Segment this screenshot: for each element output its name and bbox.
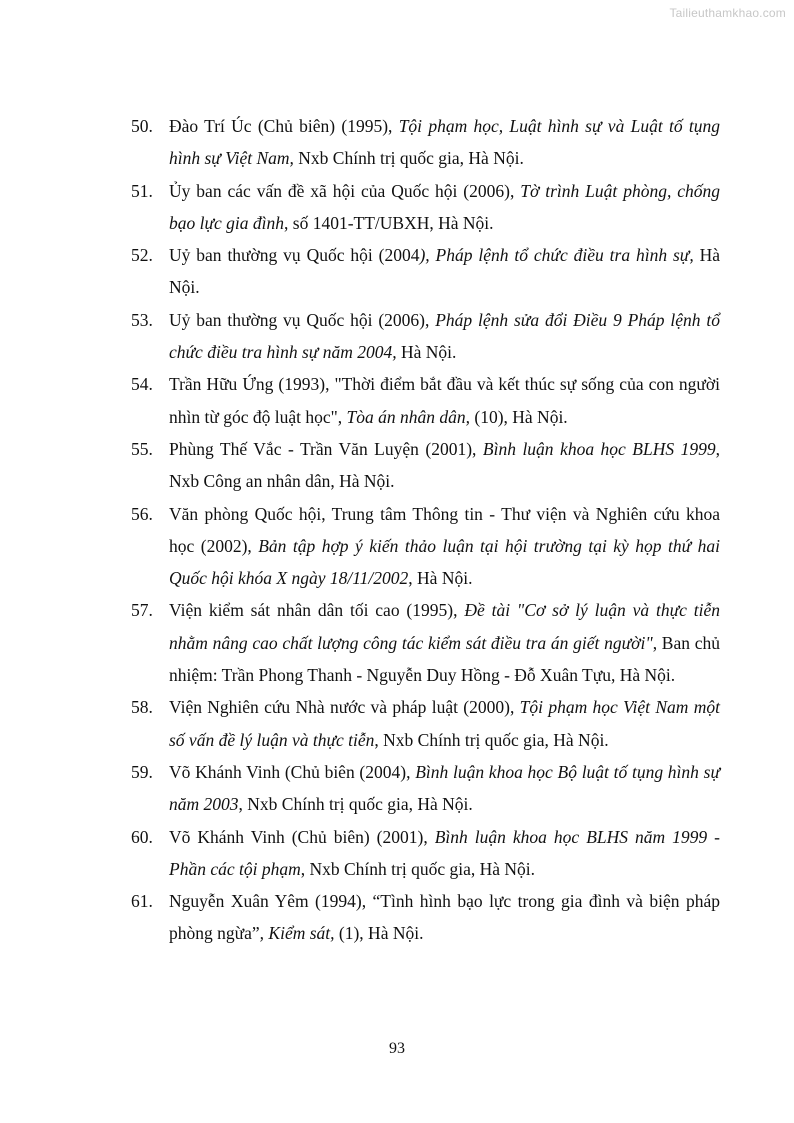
reference-title: Tội phạm học Việt Nam một số vấn đề lý luận và thực tiễn	[169, 697, 720, 750]
reference-text	[169, 891, 720, 943]
reference-item	[131, 756, 720, 821]
watermark: Tailieuthamkhao.com	[669, 6, 786, 20]
reference-text	[169, 245, 720, 297]
reference-number: 51.	[131, 180, 153, 201]
reference-text	[169, 697, 720, 749]
reference-title: Tờ trình Luật phòng, chống bạo lực gia đình	[169, 180, 720, 233]
reference-segment: Nxb Chính trị quốc gia, Hà Nội.	[293, 148, 524, 169]
reference-item	[131, 433, 720, 498]
reference-segment: Ủy ban các vấn đề xã hội của Quốc hội (2006),	[169, 180, 521, 201]
reference-title: ), Pháp lệnh tổ chức điều tra hình sự,	[419, 245, 694, 266]
reference-text	[169, 116, 720, 168]
reference-segment: , Nxb Chính trị quốc gia, Hà Nội.	[300, 858, 535, 879]
reference-segment: , Nxb Chính trị quốc gia, Hà Nội.	[374, 729, 609, 750]
reference-segment: , Ban chủ nhiệm: Trần Phong Thanh - Nguyễn Duy Hồng - Đỗ Xuân Tựu, Hà Nội.	[169, 632, 720, 686]
reference-text	[169, 310, 720, 362]
page-number: 93	[389, 1040, 405, 1057]
reference-segment: Võ Khánh Vinh (Chủ biên (2004),	[169, 761, 416, 782]
reference-number: 52.	[131, 245, 153, 266]
reference-segment: (10), Hà Nội.	[470, 406, 568, 427]
reference-item	[131, 885, 720, 950]
reference-number: 55.	[131, 438, 153, 459]
reference-item	[131, 175, 720, 240]
reference-number: 61.	[131, 891, 153, 912]
reference-segment: (1), Hà Nội.	[334, 923, 424, 944]
reference-title: , Kiểm sát,	[259, 923, 335, 944]
reference-title: Đề tài "Cơ sở lý luận và thực tiễn nhằm nâng cao chất lượng công tác kiểm sát điều tra án giết người"	[169, 600, 720, 653]
reference-title: Bình luận khoa học BLHS 1999	[482, 438, 716, 459]
reference-text	[169, 374, 720, 426]
reference-title: Bình luận khoa học BLHS năm 1999 - Phần các tội phạm	[169, 826, 720, 879]
reference-item	[131, 239, 720, 304]
reference-number: 50.	[131, 116, 153, 136]
reference-number: 59.	[131, 761, 153, 782]
reference-text	[169, 181, 720, 233]
reference-segment: , Hà Nội.	[408, 568, 473, 589]
reference-title: Tội phạm học, Luật hình sự và Luật tố tụng hình sự Việt Nam,	[169, 116, 720, 169]
reference-item	[131, 594, 720, 691]
reference-segment: Uỷ ban thường vụ Quốc hội (2004	[169, 245, 420, 266]
reference-number: 58.	[131, 697, 153, 718]
reference-segment: Phùng Thế Vắc - Trần Văn Luyện (2001),	[169, 438, 483, 459]
reference-segment: Trần Hữu Ứng (1993), "Thời điểm bắt đầu và kết thúc sự sống của con người nhìn từ góc độ luật học",	[169, 374, 720, 427]
reference-number: 57.	[131, 600, 153, 621]
reference-segment: , Nxb Công an nhân dân, Hà Nội.	[169, 438, 720, 492]
reference-segment: Hà Nội.	[169, 245, 721, 298]
reference-number: 56.	[131, 503, 153, 524]
reference-segment: , số 1401-TT/UBXH, Hà Nội.	[284, 212, 494, 233]
reference-text	[169, 439, 720, 491]
reference-title: Bình luận khoa học Bộ luật tố tụng hình sự năm 2003	[169, 761, 720, 815]
reference-title: Bản tập hợp ý kiến thảo luận tại hội trường tại kỳ họp thứ hai Quốc hội khóa X ngày 18/11/2002	[169, 535, 720, 589]
reference-number: 53.	[131, 309, 153, 330]
reference-segment: Văn phòng Quốc hội, Trung tâm Thông tin - Thư viện và Nghiên cứu khoa học (2002),	[169, 503, 720, 556]
reference-item	[131, 821, 720, 886]
reference-item	[131, 304, 720, 369]
reference-item	[131, 498, 720, 595]
reference-segment: Viện Nghiên cứu Nhà nước và pháp luật (2000),	[169, 697, 520, 718]
reference-segment: Hà Nội.	[396, 342, 457, 363]
reference-text	[169, 504, 720, 589]
reference-segment: Nguyễn Xuân Yêm (1994), “Tình hình bạo lực trong gia đình và biện pháp phòng ngừa”	[169, 891, 720, 944]
reference-title: Pháp lệnh sửa đổi Điều 9 Pháp lệnh tổ chức điều tra hình sự năm 2004,	[169, 309, 720, 363]
reference-number: 54.	[131, 374, 153, 395]
reference-item	[131, 368, 720, 433]
reference-segment: Đào Trí Úc (Chủ biên) (1995),	[169, 116, 399, 136]
reference-segment: , Nxb Chính trị quốc gia, Hà Nội.	[238, 794, 473, 815]
reference-segment: Võ Khánh Vinh (Chủ biên) (2001),	[169, 826, 435, 847]
reference-text	[169, 600, 720, 685]
reference-item	[131, 691, 720, 756]
reference-list	[131, 110, 720, 950]
reference-text	[169, 827, 720, 879]
reference-segment: Uỷ ban thường vụ Quốc hội (2006),	[169, 309, 436, 330]
reference-segment: Viện kiểm sát nhân dân tối cao (1995),	[169, 600, 465, 621]
reference-number: 60.	[131, 826, 153, 847]
reference-title: Tòa án nhân dân,	[346, 406, 470, 427]
reference-item	[131, 110, 720, 175]
reference-text	[169, 762, 720, 814]
